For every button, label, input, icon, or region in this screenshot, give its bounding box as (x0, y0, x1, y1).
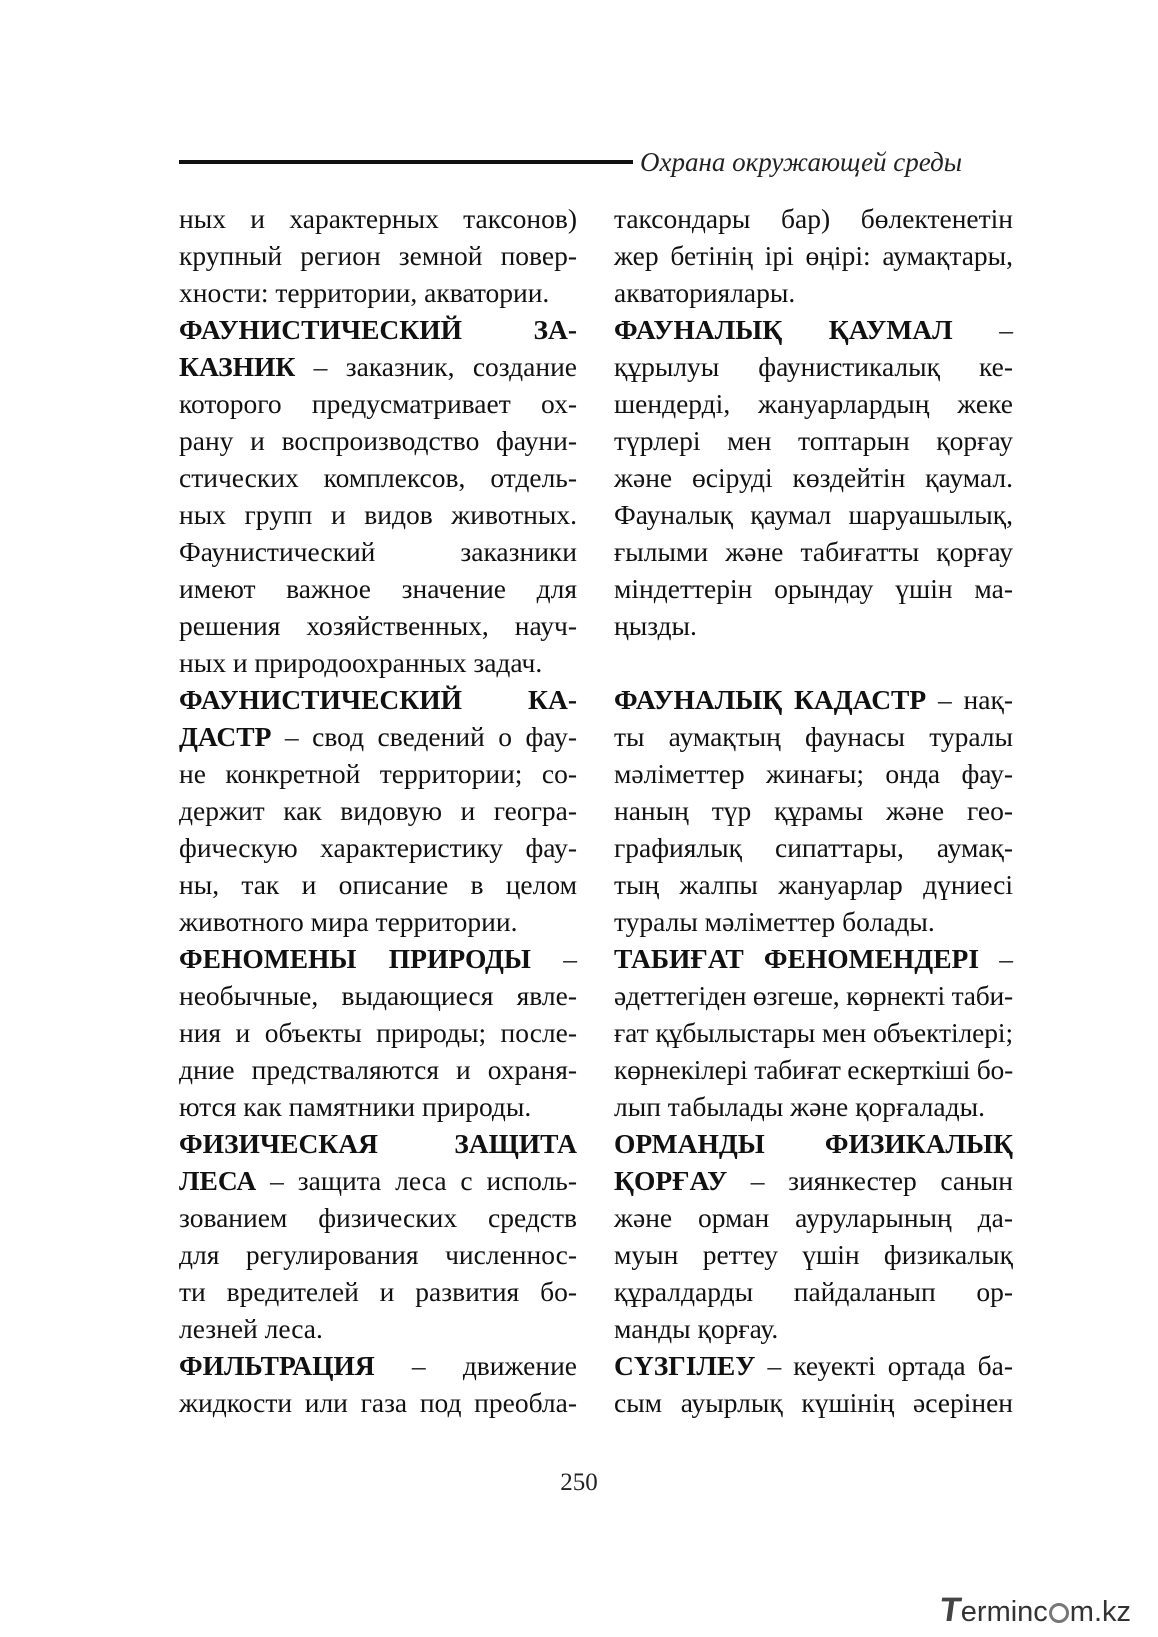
entry-text: ты аумақтың фаунасы туралы (614, 721, 1013, 752)
left-text-line (179, 1384, 577, 1421)
entry-text: – (530, 943, 577, 974)
left-text-line (179, 348, 577, 385)
right-text-line (614, 200, 1013, 237)
entry-text: – заказник, создание (295, 351, 577, 382)
right-text-line (614, 496, 1013, 533)
right-text-line (614, 533, 1013, 570)
left-text-line (179, 607, 577, 644)
right-text-line (614, 237, 1013, 274)
left-text-line (179, 940, 577, 977)
entry-term: СҮЗГІЛЕУ (614, 1350, 756, 1381)
left-text-line (179, 755, 577, 792)
entry-text: муын реттеу үшін физикалық (614, 1239, 1013, 1270)
left-text-line (179, 1162, 577, 1199)
entry-text: тың жалпы жануарлар дүниесі (614, 869, 1013, 900)
entry-term: ОРМАНДЫ ФИЗИКАЛЫҚ (614, 1128, 1013, 1159)
right-text-line (614, 755, 1013, 792)
right-text-line (614, 903, 1013, 940)
left-text-line (179, 903, 577, 940)
left-text-line (179, 1236, 577, 1273)
entry-text: – (979, 943, 1013, 974)
left-text-line (179, 311, 577, 348)
logo-letter-t: T (937, 1591, 964, 1629)
entry-text: которого предусматривает ох- (179, 388, 577, 419)
entry-text: фическую характеристику фау- (179, 832, 577, 863)
right-text-line (614, 274, 1013, 311)
entry-text: держит как видовую и геогра- (179, 795, 577, 826)
entry-text: – кеуекті ортада ба- (755, 1350, 1013, 1381)
logo-text-domain: m.kz (1069, 1596, 1132, 1628)
entry-text: әдеттегіден өзгеше, көрнекті таби- (614, 980, 1013, 1011)
entry-text: графиялық сипаттары, аумақ- (614, 832, 1013, 863)
entry-text: животного мира территории. (179, 906, 518, 937)
entry-text: және өсіруді көздейтін қаумал. (614, 462, 1013, 493)
entry-term: ДАСТР (179, 721, 272, 752)
entry-text: сым ауырлық күшінің әсерінен (614, 1387, 1013, 1418)
entry-text: – свод сведений о фау- (271, 721, 577, 752)
left-column-russian (179, 200, 577, 1421)
entry-text: көрнекілері табиғат ескерткіші бо- (614, 1054, 1013, 1085)
left-text-line (179, 718, 577, 755)
right-text-line (614, 1199, 1013, 1236)
left-text-line (179, 570, 577, 607)
entry-term: ФАУНАЛЫҚ ҚАУМАЛ (614, 314, 953, 345)
entry-text: не конкретной территории; со- (179, 758, 577, 789)
left-text-line (179, 533, 577, 570)
right-text-line (614, 422, 1013, 459)
left-text-line (179, 274, 577, 311)
entry-text: ғылыми және табиғатты қорғау (614, 536, 1013, 567)
entry-text: ются как памятники природы. (179, 1091, 532, 1122)
entry-text: мәліметтер жинағы; онда фау- (614, 758, 1013, 789)
right-text-line (614, 570, 1013, 607)
entry-term: ФАУНАЛЫҚ КАДАСТР (614, 684, 927, 715)
right-text-line (614, 792, 1013, 829)
entry-text: зованием физических средств (179, 1202, 577, 1233)
entry-term: ФАУНИСТИЧЕСКИЙ КА- (179, 684, 577, 715)
entry-text: ных и характерных таксонов) (179, 203, 577, 234)
entry-text: құрылуы фаунистикалық ке- (614, 351, 1013, 382)
left-text-line (179, 1014, 577, 1051)
left-text-line (179, 644, 577, 681)
entry-text: манды қорғау. (614, 1313, 779, 1344)
left-text-line (179, 866, 577, 903)
entry-term: ТАБИҒАТ ФЕНОМЕНДЕРІ (614, 943, 980, 974)
right-text-line (614, 607, 1013, 644)
page-number: 250 (560, 1469, 598, 1496)
right-text-line (614, 1347, 1013, 1384)
left-text-line (179, 792, 577, 829)
entry-text: құралдарды пайдаланып ор- (614, 1276, 1013, 1307)
entry-term: ЛЕСА (179, 1165, 257, 1196)
entry-text: Фаунистический заказники (179, 536, 577, 567)
entry-text: – зиянкестер санын (727, 1165, 1013, 1196)
left-text-line (179, 681, 577, 718)
entry-text: – (952, 314, 1013, 345)
running-header-title: Охрана окружающей среды (640, 147, 963, 177)
logo-text-ermin: erminc (960, 1596, 1048, 1628)
entry-text: рану и воспроизводство фауни- (179, 425, 577, 456)
left-text-line (179, 1273, 577, 1310)
right-text-line (614, 1125, 1013, 1162)
entry-text: ных и природоохранных задач. (179, 647, 543, 678)
entry-text: жер бетінің ірі өңірі: аумақтары, (614, 240, 1013, 271)
logo-magnifier-icon (1049, 1603, 1069, 1623)
right-blank-line (614, 644, 1013, 681)
header-rule (179, 160, 633, 164)
entry-term: ФЕНОМЕНЫ ПРИРОДЫ (179, 943, 531, 974)
entry-text: лып табылады және қорғалады. (614, 1091, 985, 1122)
entry-text: – защита леса с исполь- (256, 1165, 577, 1196)
left-text-line (179, 1199, 577, 1236)
entry-text: ны, так и описание в целом (179, 869, 577, 900)
right-text-line (614, 1384, 1013, 1421)
entry-text: түрлері мен топтарын қорғау (614, 425, 1013, 456)
left-text-line (179, 237, 577, 274)
right-text-line (614, 1014, 1013, 1051)
left-text-line (179, 1347, 577, 1384)
entry-text: имеют важное значение для (179, 573, 577, 604)
left-text-line (179, 1051, 577, 1088)
entry-term: ФАУНИСТИЧЕСКИЙ ЗА- (179, 314, 577, 345)
right-text-line (614, 311, 1013, 348)
entry-text: ти вредителей и развития бо- (179, 1276, 577, 1307)
right-text-line (614, 459, 1013, 496)
left-text-line (179, 459, 577, 496)
entry-term: ҚОРҒАУ (614, 1165, 728, 1196)
entry-text: стических комплексов, отдель- (179, 462, 577, 493)
entry-text: крупный регион земной повер- (179, 240, 577, 271)
entry-text: решения хозяйственных, науч- (179, 610, 577, 641)
entry-term: ФИЗИЧЕСКАЯ ЗАЩИТА (179, 1128, 577, 1159)
left-text-line (179, 1310, 577, 1347)
entry-text: для регулирования численнос- (179, 1239, 577, 1270)
entry-text: – нақ- (926, 684, 1013, 715)
entry-text: наның түр құрамы және гео- (614, 795, 1013, 826)
entry-text: ных групп и видов животных. (179, 499, 577, 530)
right-text-line (614, 940, 1013, 977)
entry-text: необычные, выдающиеся явле- (179, 980, 577, 1011)
right-text-line (614, 866, 1013, 903)
entry-text: міндеттерін орындау үшін ма- (614, 573, 1013, 604)
right-text-line (614, 1088, 1013, 1125)
entry-term: ФИЛЬТРАЦИЯ (179, 1350, 375, 1381)
right-column-kazakh (614, 200, 1013, 1421)
left-text-line (179, 200, 577, 237)
left-text-line (179, 422, 577, 459)
entry-text: ғат құбылыстары мен объектілері; (614, 1017, 1013, 1048)
entry-text: дние предстваляются и охраня- (179, 1054, 577, 1085)
entry-text: лезней леса. (179, 1313, 323, 1344)
entry-text: шендерді, жануарлардың жеке (614, 388, 1013, 419)
right-text-line (614, 1236, 1013, 1273)
entry-text: – движение (374, 1350, 577, 1381)
entry-term: КАЗНИК (179, 351, 296, 382)
entry-text: ңызды. (614, 610, 697, 641)
right-text-line (614, 348, 1013, 385)
right-text-line (614, 718, 1013, 755)
left-text-line (179, 385, 577, 422)
right-text-line (614, 1162, 1013, 1199)
entry-text: таксондары бар) бөлектенетін (614, 203, 1013, 234)
right-text-line (614, 385, 1013, 422)
entry-text: Фауналық қаумал шаруашылық, (614, 499, 1013, 530)
right-text-line (614, 829, 1013, 866)
right-text-line (614, 1051, 1013, 1088)
entry-text: ния и объекты природы; после- (179, 1017, 577, 1048)
right-text-line (614, 1273, 1013, 1310)
entry-text: және орман ауруларының да- (614, 1202, 1013, 1233)
right-text-line (614, 1310, 1013, 1347)
entry-text: хности: территории, акватории. (179, 277, 550, 308)
left-text-line (179, 829, 577, 866)
left-text-line (179, 496, 577, 533)
right-text-line (614, 681, 1013, 718)
right-text-line (614, 977, 1013, 1014)
left-text-line (179, 977, 577, 1014)
entry-text: туралы мәліметтер болады. (614, 906, 935, 937)
entry-text: акваториялары. (614, 277, 796, 308)
entry-text: жидкости или газа под преобла- (179, 1387, 577, 1418)
left-text-line (179, 1088, 577, 1125)
left-text-line (179, 1125, 577, 1162)
termincom-logo-watermark (937, 1590, 1140, 1632)
